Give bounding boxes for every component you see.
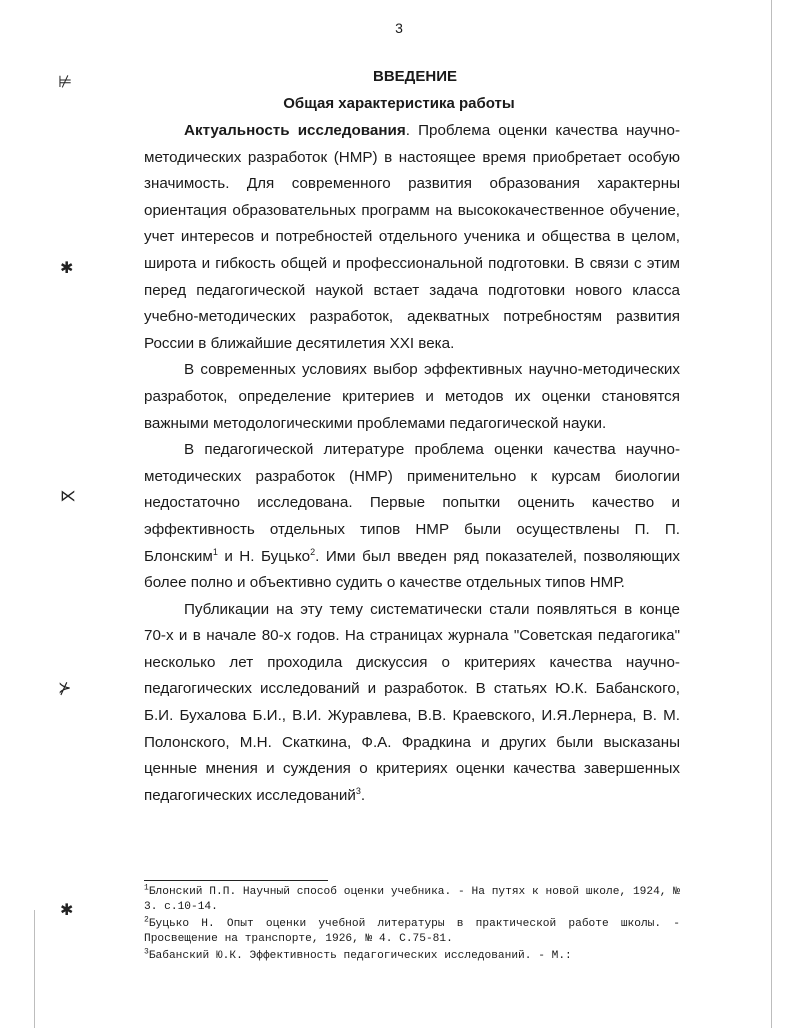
paragraph-text: и Н. Буцько xyxy=(217,547,311,565)
margin-mark-icon: ✱ xyxy=(60,258,74,277)
paragraph-text: Публикации на эту тему систематически стали появляться в конце 70-х и в начале 80-х годов. На страницах журнала "Советская педагогика" несколько лет проходила дискуссия о критериях качества научно-педагогических исследований и разработок. В статьях Ю.К. Бабанского, Б.И. Бухалова Б.И., В.И. Журавлева, В.В. Краевского, И.Я.Лернера, В. М. Полонского, М.Н. Скаткина, Ф.А. Фрадкина и других были высказаны ценные мнения и суждения о критериях оценки качества завершенных педагогических исследований xyxy=(144,600,680,804)
footnote-ref: 2 xyxy=(310,546,316,557)
main-text xyxy=(144,118,680,809)
margin-mark-icon: ⋉ xyxy=(60,486,76,505)
paragraph-text: . Проблема оценки качества научно-методических разработок (НМР) в настоящее время приобретает особую значимость. Для современного развития образования характерны ориентация образовательных программ на высококачественное обучение, учет интересов и потребностей отдельного ученика и общества в целом, широта и гибкость общей и профессиональной подготовки. В связи с этим перед педагогической наукой встает задача подготовки нового класса учебно-методических разработок, адекватных потребностям развития России в ближайшие десятилетия XXI века. xyxy=(144,122,681,352)
margin-mark-icon: ⊭ xyxy=(58,72,72,91)
footnote xyxy=(144,917,680,947)
footnote-text: Бабанский Ю.К. Эффективность педагогических исследований. - М.: xyxy=(148,950,572,962)
footnote-ref: 1 xyxy=(212,546,218,557)
scan-edge-line xyxy=(34,910,35,1028)
footnote-text: Буцько Н. Опыт оценки учебной литературы в практической работе школы. - Просвещение на транспорте, 1926, № 4. С.75-81. xyxy=(144,918,680,945)
paragraph-relevance xyxy=(144,118,680,357)
footnote xyxy=(144,949,680,964)
paragraph-lead: Актуальность исследования xyxy=(184,122,406,139)
footnote-number: 3 xyxy=(144,947,149,957)
paragraph-text: . xyxy=(360,786,366,804)
footnote-text: Блонский П.П. Научный способ оценки учебника. - На путях к новой школе, 1924, № 3. с.10-14. xyxy=(144,886,680,913)
paragraph-conditions: В современных условиях выбор эффективных научно-методических разработок, определение критериев и методов их оценки становятся важными методологическими проблемами педагогической науки. xyxy=(144,361,680,432)
paragraph-literature xyxy=(144,437,680,597)
footnote-ref: 3 xyxy=(355,785,361,796)
paragraph-text: . Ими был введен ряд показателей, позволяющих более полно и объективно судить о качестве отдельных типов НМР. xyxy=(144,547,680,592)
page-title: ВВЕДЕНИЕ xyxy=(373,68,457,85)
margin-mark-icon: ⊁ xyxy=(58,678,72,697)
section-subtitle: Общая характеристика работы xyxy=(283,95,515,112)
footnote xyxy=(144,885,680,915)
paragraph-text: В педагогической литературе проблема оценки качества научно-методических разработок (НМР) применительно к курсам биологии недостаточно исследована. Первые попытки оценить качество и эффективность отдельных типов НМР были осуществлены П. П. Блонским xyxy=(144,441,680,565)
margin-mark-icon: ✱ xyxy=(60,900,74,919)
footnotes xyxy=(144,885,680,966)
footnote-number: 1 xyxy=(144,883,149,893)
footnote-number: 2 xyxy=(144,915,149,925)
footnote-divider xyxy=(144,880,328,881)
scan-edge-line xyxy=(771,0,772,1028)
page-number: 3 xyxy=(395,20,403,36)
paragraph-publications xyxy=(144,597,680,810)
